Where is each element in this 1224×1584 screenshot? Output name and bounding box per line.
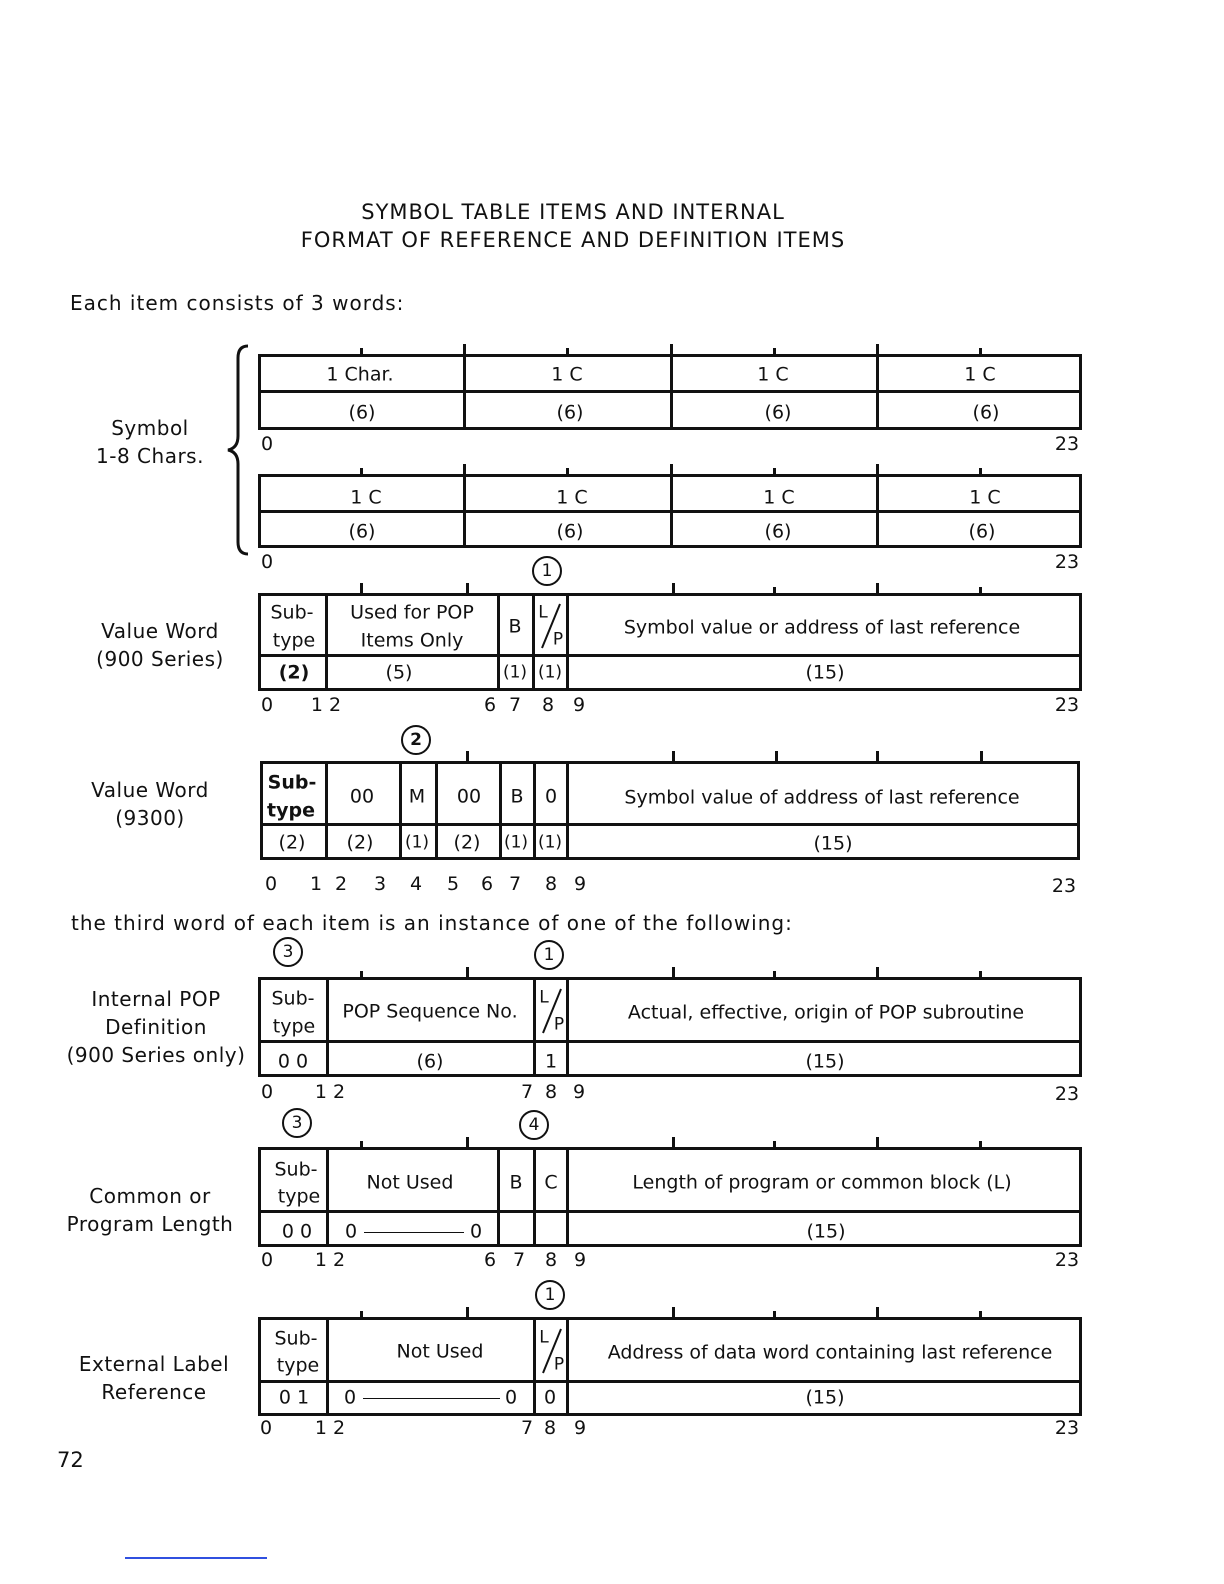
char-cell: 1 C	[763, 486, 795, 509]
range-dash	[364, 1232, 464, 1233]
char-cell: 1 C	[551, 363, 583, 386]
width-cell: (6)	[764, 401, 792, 424]
bit-number: 1 2	[314, 1249, 346, 1271]
lp-flag-p: P	[553, 1354, 565, 1375]
bit-number: 6	[483, 1249, 497, 1271]
width-cell: (2)	[278, 661, 310, 684]
bit-number: 9	[572, 694, 586, 716]
bit-number: 9	[573, 873, 587, 895]
width-cell: (15)	[805, 661, 845, 684]
note-circle-3: 3	[282, 1108, 312, 1138]
bit-number: 0	[259, 1417, 273, 1439]
page-number: 72	[57, 1448, 84, 1472]
b-flag: B	[510, 785, 524, 808]
subtype-label: type	[272, 629, 316, 652]
bit-number: 1	[309, 873, 323, 895]
bit-number: 9	[572, 1081, 586, 1103]
note-circle-1: 1	[535, 1280, 565, 1310]
value-cell: 0	[469, 1220, 483, 1243]
value-cell: 0	[344, 1220, 358, 1243]
note-circle-1: 1	[534, 940, 564, 970]
value-cell: 0	[504, 1386, 518, 1409]
width-cell: (6)	[764, 520, 792, 543]
field-00: 00	[456, 785, 482, 808]
note-circle-2: 2	[401, 725, 431, 755]
pop-field-label: Used for POP	[350, 601, 474, 624]
bit-number: 3	[373, 873, 387, 895]
bit-number: 8	[544, 1081, 558, 1103]
char-cell: 1 Char.	[326, 363, 394, 386]
bit-number: 23	[1051, 875, 1077, 897]
label-value-900: Value Word (900 Series)	[96, 619, 224, 671]
value-cell: 0 1	[278, 1386, 310, 1409]
bit-number: 6	[480, 873, 494, 895]
range-dash	[363, 1398, 500, 1399]
field-description: Symbol value of address of last reference	[624, 786, 1020, 809]
title-line-1: SYMBOL TABLE ITEMS AND INTERNAL	[361, 200, 785, 224]
subtype-label: type	[267, 799, 315, 822]
b-flag: B	[508, 615, 522, 638]
note-circle-1: 1	[532, 556, 562, 586]
subtype-label: type	[276, 1354, 320, 1377]
bit-number: 0	[260, 433, 274, 455]
b-flag: B	[509, 1171, 523, 1194]
bit-number: 23	[1054, 1083, 1080, 1105]
bit-number: 7	[520, 1081, 534, 1103]
lp-flag-l: L	[539, 1327, 549, 1348]
value-cell: 0	[343, 1386, 357, 1409]
c-flag: C	[544, 1171, 558, 1194]
bit-number: 9	[573, 1249, 587, 1271]
width-cell: (6)	[556, 401, 584, 424]
symbol-brace	[226, 344, 250, 556]
pop-sequence-label: POP Sequence No.	[342, 1000, 518, 1023]
bit-number: 1 2	[310, 694, 342, 716]
bit-number: 0	[260, 1249, 274, 1271]
value-cell: (6)	[416, 1050, 444, 1073]
m-flag: M	[408, 785, 426, 808]
bit-number: 0	[264, 873, 278, 895]
field-description: Address of data word containing last reference	[607, 1341, 1053, 1364]
width-cell: (2)	[453, 831, 481, 854]
label-external-reference: External Label Reference	[78, 1352, 230, 1404]
value-cell: 0 0	[281, 1220, 313, 1243]
bit-number: 6	[483, 694, 497, 716]
char-cell: 1 C	[757, 363, 789, 386]
field-description: Symbol value or address of last reference	[623, 616, 1021, 639]
width-cell: (2)	[278, 831, 306, 854]
note-circle-4: 4	[519, 1110, 549, 1140]
width-cell: (6)	[348, 520, 376, 543]
not-used-label: Not Used	[366, 1171, 454, 1194]
subtype-label: Sub-	[274, 1158, 318, 1181]
lp-flag-p: P	[553, 1014, 565, 1035]
subtype-label: Sub-	[270, 601, 314, 624]
width-cell: (1)	[537, 832, 563, 853]
width-cell: (2)	[346, 831, 374, 854]
bit-number: 9	[573, 1417, 587, 1439]
zero-flag: 0	[544, 785, 558, 808]
bit-number: 8	[541, 694, 555, 716]
lp-flag-l: L	[538, 602, 548, 623]
not-used-label: Not Used	[396, 1340, 484, 1363]
bit-number: 7	[508, 694, 522, 716]
value-cell: (15)	[805, 1386, 845, 1409]
bit-number: 7	[512, 1249, 526, 1271]
subtype-label: Sub-	[274, 1327, 318, 1350]
bit-number: 8	[544, 873, 558, 895]
width-cell: (15)	[813, 832, 853, 855]
width-cell: (1)	[404, 832, 430, 853]
width-cell: (6)	[972, 401, 1000, 424]
bit-number: 8	[544, 1249, 558, 1271]
label-pop-definition: Internal POP Definition (900 Series only)	[66, 987, 246, 1067]
value-cell: (15)	[805, 1050, 845, 1073]
field-description: Actual, effective, origin of POP subroutine	[627, 1001, 1025, 1024]
scan-rule	[125, 1557, 267, 1559]
label-common-length: Common or Program Length	[66, 1184, 234, 1236]
char-cell: 1 C	[556, 486, 588, 509]
bit-number: 7	[508, 873, 522, 895]
char-cell: 1 C	[964, 363, 996, 386]
field-description: Length of program or common block (L)	[632, 1171, 1012, 1194]
bit-number: 7	[520, 1417, 534, 1439]
width-cell: (6)	[348, 401, 376, 424]
value-cell: 0	[543, 1386, 557, 1409]
label-value-9300: Value Word (9300)	[91, 778, 209, 830]
width-cell: (1)	[537, 662, 563, 683]
bit-number: 23	[1054, 1249, 1080, 1271]
pop-field-label: Items Only	[360, 629, 464, 652]
bit-number: 8	[543, 1417, 557, 1439]
lp-flag-l: L	[539, 987, 549, 1008]
subtype-label: Sub-	[271, 987, 315, 1010]
width-cell: (1)	[502, 662, 528, 683]
value-cell: 1	[544, 1050, 558, 1073]
char-cell: 1 C	[969, 486, 1001, 509]
char-cell: 1 C	[350, 486, 382, 509]
bit-number: 2	[334, 873, 348, 895]
title-line-2: FORMAT OF REFERENCE AND DEFINITION ITEMS	[300, 228, 846, 252]
value-cell: (15)	[806, 1220, 846, 1243]
intro-text: Each item consists of 3 words:	[70, 291, 405, 315]
lp-flag-p: P	[552, 629, 564, 650]
bit-number: 0	[260, 1081, 274, 1103]
width-cell: (5)	[385, 661, 413, 684]
bit-number: 0	[260, 694, 274, 716]
bit-number: 0	[260, 551, 274, 573]
label-symbol: Symbol 1-8 Chars.	[96, 416, 204, 468]
subtype-label: Sub-	[267, 771, 317, 794]
bit-number: 23	[1054, 1417, 1080, 1439]
width-cell: (1)	[503, 832, 529, 853]
note-circle-3: 3	[273, 937, 303, 967]
bit-number: 4	[409, 873, 423, 895]
width-cell: (6)	[556, 520, 584, 543]
subtype-label: type	[272, 1015, 316, 1038]
bit-number: 5	[446, 873, 460, 895]
third-word-intro: the third word of each item is an instance of one of the following:	[71, 911, 793, 935]
width-cell: (6)	[968, 520, 996, 543]
bit-number: 1 2	[314, 1417, 346, 1439]
subtype-label: type	[277, 1185, 321, 1208]
bit-number: 23	[1054, 551, 1080, 573]
value-cell: 0 0	[277, 1050, 309, 1073]
field-00: 00	[349, 785, 375, 808]
bit-number: 23	[1054, 433, 1080, 455]
bit-number: 1 2	[314, 1081, 346, 1103]
bit-number: 23	[1054, 694, 1080, 716]
